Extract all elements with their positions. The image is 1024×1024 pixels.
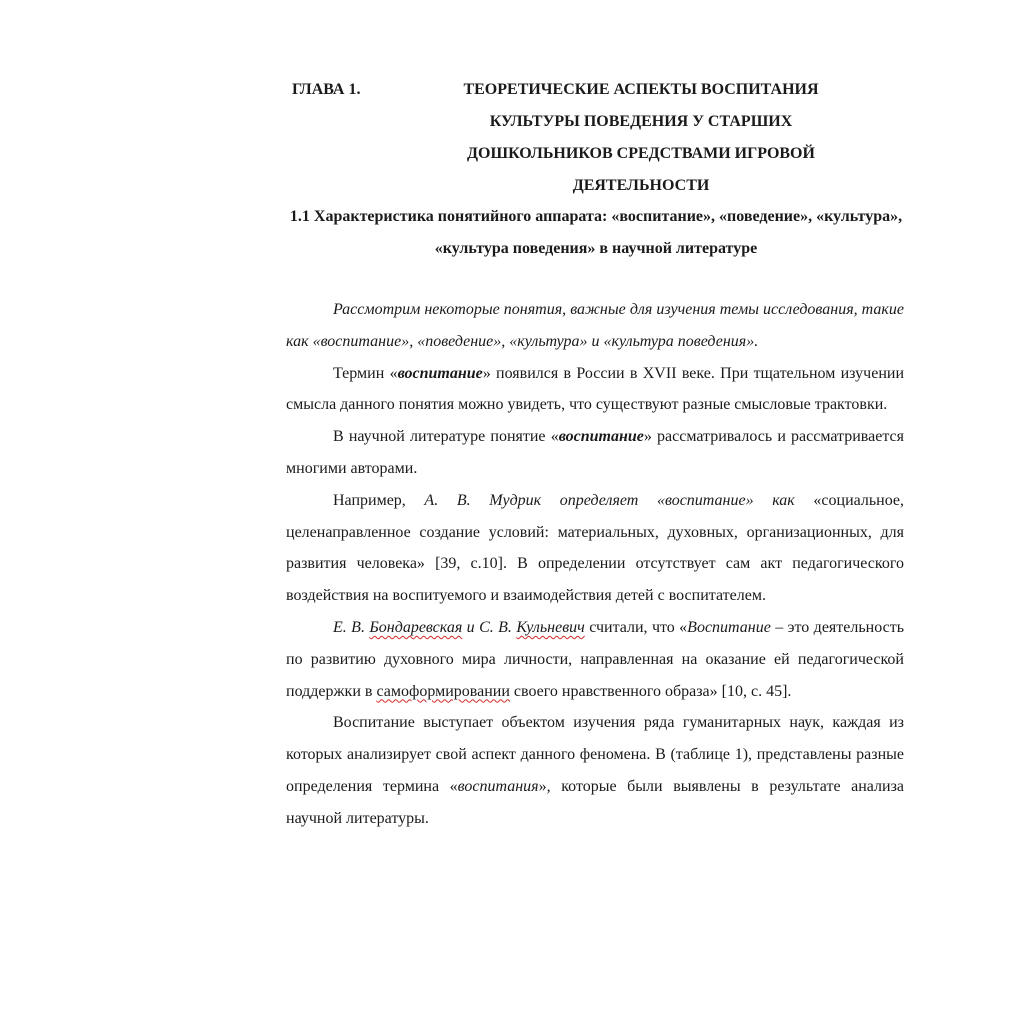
term-emphasis: Воспитание — [687, 618, 771, 636]
paragraph-term-origin — [286, 358, 904, 422]
paragraph-intro: Рассмотрим некоторые понятия, важные для изучения темы исследования, такие как «воспитание», «поведение», «культура» и «культура поведения». — [286, 301, 904, 350]
text-run: считали, что « — [584, 618, 688, 636]
author-reference: А. В. Мудрик определяет «воспитание» как — [424, 491, 795, 509]
chapter-number: ГЛАВА 1. — [292, 81, 361, 98]
paragraph-humanities — [286, 707, 904, 834]
text-run: » рассматривалось и рассматривается многими авторами. — [286, 428, 905, 477]
text-run: », которые были выявлены в результате анализа научной литературы. — [286, 777, 904, 827]
word-spellcheck: самоформировании — [376, 682, 510, 700]
paragraph-literature — [286, 421, 904, 485]
text-run: Например, — [333, 491, 425, 509]
text-run: своего нравственного образа» [10, с. 45]. — [509, 682, 792, 700]
author-name-spellcheck: Кульневич — [516, 618, 585, 636]
author-name-spellcheck: Бондаревская — [369, 618, 463, 636]
section-heading: 1.1 Характеристика понятийного аппарата: «воспитание», «поведение», «культура», «культура поведения» в научной литературе — [289, 208, 903, 257]
term-emphasis: воспитания — [457, 777, 539, 795]
text-run: » появился в России в XVII веке. При тщательном изучении смысла данного понятия можно увидеть, что существуют разные смысловые трактовки. — [286, 364, 904, 414]
body-text — [286, 294, 904, 835]
paragraph-bondarevskaya — [286, 612, 904, 707]
paragraph-mudrik — [286, 485, 904, 612]
author-initials: и С. В. — [462, 618, 517, 636]
text-run: В научной литературе понятие « — [333, 428, 559, 446]
text-run: – это деятельность по развитию духовного мира личности, направленная на оказание ей педагогической поддержки в — [286, 618, 905, 700]
term-emphasis: воспитание — [558, 428, 644, 446]
text-run: Термин « — [333, 364, 398, 382]
chapter-title: ТЕОРЕТИЧЕСКИЕ АСПЕКТЫ ВОСПИТАНИЯ КУЛЬТУРЫ ПОВЕДЕНИЯ У СТАРШИХ ДОШКОЛЬНИКОВ СРЕДСТВАМИ ИГРОВОЙ ДЕЯТЕЛЬНОСТИ — [463, 81, 819, 194]
term-emphasis: воспитание — [397, 364, 483, 382]
author-initials: Е. В. — [333, 618, 370, 636]
text-run: «социальное, целенаправленное создание условий: материальных, духовных, организационных, для развития человека» [39, с.10]. В определении отсутствует сам акт педагогического воздействия на воспитуемого и взаимодействия детей с воспитателем. — [286, 491, 905, 605]
text-run: Воспитание выступает объектом изучения ряда гуманитарных наук, каждая из которых анализирует свой аспект данного феномена. В (таблице 1), представлены разные определения термина « — [286, 714, 904, 795]
